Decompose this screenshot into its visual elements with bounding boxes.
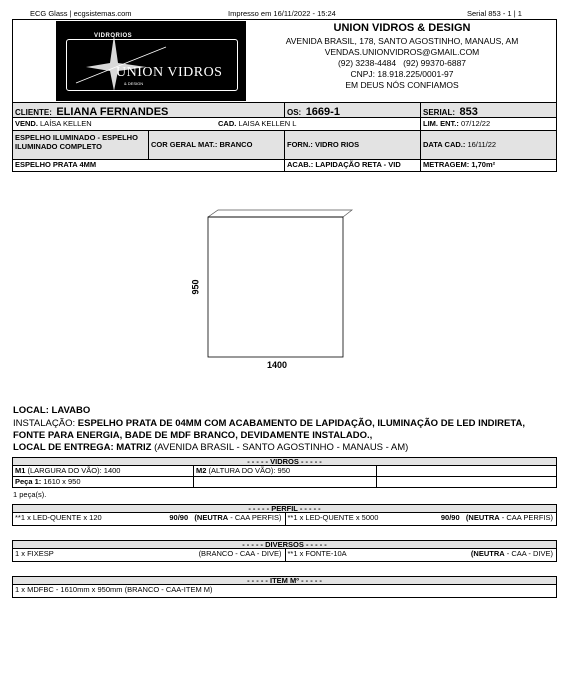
vend-label: VEND. [15, 119, 38, 128]
diversos-left-color: (BRANCO - CAA - DIVE) [198, 549, 282, 558]
header-row-produto [12, 131, 557, 160]
perfil-section-header: - - - - - PERFIL - - - - - [12, 504, 557, 513]
vidros-section-header: - - - - - VIDROS - - - - - [12, 457, 557, 466]
produto-cell: ESPELHO ILUMINADO - ESPELHO ILUMINADO COMPLETO [15, 133, 138, 151]
perfil-right-angle: 90/90 [440, 513, 460, 522]
top-bar-printed: Impresso em 16/11/2022 - 15:24 [228, 9, 336, 18]
m2-value: (ALTURA DO VÃO): 950 [208, 466, 291, 475]
acab-label: ACAB.: [287, 160, 314, 169]
cor-label: COR GERAL MAT.: [151, 140, 218, 149]
cor-cell [148, 131, 284, 159]
vidros-peca-row [12, 477, 557, 488]
lim-value: 07/12/22 [460, 119, 491, 128]
perfil-right-color-rest: - CAA PERFIS) [499, 513, 553, 522]
diversos-left-cell [13, 549, 285, 561]
company-email: VENDAS.UNIONVIDROS@GMAIL.COM [324, 47, 480, 57]
cliente-value: ELIANA FERNANDES [56, 106, 169, 117]
peca-value: 1610 x 950 [43, 477, 81, 486]
company-info [249, 20, 555, 90]
drawing-width-label: 1400 [267, 360, 288, 370]
data-cad-cell [420, 131, 556, 159]
top-bar-serial: Serial 853 - 1 | 1 [467, 9, 522, 18]
data-cad-label: DATA CAD.: [423, 140, 466, 149]
data-cad-value: 16/11/22 [467, 140, 497, 149]
forn-label: FORN.: [287, 140, 313, 149]
company-name: UNION VIDROS & DESIGN [333, 22, 471, 34]
m1-value: (LARGURA DO VÃO): 1400 [27, 466, 121, 475]
forn-value: VIDRO RIOS [314, 140, 360, 149]
drawing-glass-panel [208, 217, 343, 357]
company-header [12, 19, 557, 103]
header-row-material [12, 159, 557, 172]
diversos-right-cell [285, 549, 557, 561]
drawing-height-label: 950 [190, 279, 201, 295]
cad-label: CAD. [218, 119, 237, 128]
drawing-top-edge [208, 210, 352, 217]
vidros-empty-cell [376, 466, 557, 476]
instalacao-text2: FONTE PARA ENERGIA, BADE DE MDF BRANCO, DEVIDAMENTE INSTALADO., [13, 430, 373, 441]
item-m-row: 1 x MDFBC - 1610mm x 950mm (BRANCO - CAA-ITEM M) [12, 585, 557, 598]
company-motto: EM DEUS NÓS CONFIAMOS [345, 80, 459, 90]
logo-main-text: UNION VIDROS [116, 65, 223, 80]
perfil-right-cell [285, 513, 557, 525]
acab-cell [284, 159, 421, 171]
os-label: OS: [287, 108, 302, 117]
logo-star-icon [56, 21, 246, 101]
os-cell [284, 103, 421, 117]
local-line: LOCAL: LAVABO [13, 405, 91, 416]
company-phones: (92) 3238-4484 (92) 99370-6887 [337, 58, 467, 68]
header-row-vend [12, 117, 557, 131]
peca-empty-cell-1 [193, 477, 376, 487]
instalacao-label: INSTALAÇÃO: [13, 418, 76, 429]
diversos-section-header: - - - - - DIVERSOS - - - - - [12, 540, 557, 549]
peca-label: Peça 1: [15, 477, 42, 486]
metragem-cell [420, 159, 556, 171]
cad-cell [218, 117, 418, 130]
material-cell: ESPELHO PRATA 4MM [15, 160, 97, 169]
m1-label: M1 [15, 466, 26, 475]
cliente-cell [15, 103, 285, 117]
perfil-left-color-bold: (NEUTRA [194, 513, 229, 522]
m1-cell [13, 466, 193, 476]
vidros-measure-row [12, 466, 557, 477]
entrega-line [13, 442, 408, 453]
perfil-left-angle: 90/90 [169, 513, 189, 522]
peca-cell [13, 477, 193, 487]
vend-value: LAÍSA KELLEN [40, 119, 92, 128]
perfil-row [12, 513, 557, 526]
item-m-section-header: - - - - - ITEM Mº - - - - - [12, 576, 557, 585]
diversos-left-item: 1 x FIXESP [15, 549, 54, 558]
serial-value: 853 [459, 106, 478, 117]
header-row-cliente [12, 102, 557, 118]
peca-empty-cell-2 [376, 477, 557, 487]
diversos-right-color-rest: - CAA - DIVE) [504, 549, 553, 558]
diversos-right-color-bold: (NEUTRA [470, 549, 505, 558]
metragem-value: 1,70m² [471, 160, 496, 169]
diversos-row [12, 549, 557, 562]
forn-cell [284, 131, 421, 159]
cor-value: BRANCO [219, 140, 253, 149]
os-value: 1669-1 [305, 106, 340, 117]
logo-sub-text: & DESIGN [124, 81, 144, 86]
vend-cell [15, 117, 215, 130]
serial-cell [420, 103, 556, 117]
glass-drawing [190, 205, 370, 380]
instalacao-line [13, 418, 525, 429]
pecas-count: 1 peça(s). [13, 490, 47, 499]
company-logo [56, 21, 246, 101]
instalacao-text: ESPELHO PRATA DE 04MM COM ACABAMENTO DE LAPIDAÇÃO, ILUMINAÇÃO DE LED INDIRETA, [77, 418, 525, 429]
company-address: AVENIDA BRASIL, 178, SANTO AGOSTINHO, MANAUS, AM [285, 36, 519, 46]
diversos-right-item: **1 x FONTE-10A [287, 549, 347, 558]
lim-cell [420, 117, 556, 130]
cad-value: LAISA KELLEN L [238, 119, 297, 128]
entrega-value: (AVENIDA BRASIL - SANTO AGOSTINHO - MANAUS - AM) [154, 442, 409, 453]
perfil-right-item: **1 x LED-QUENTE x 5000 [287, 513, 379, 522]
m2-cell [193, 466, 376, 476]
perfil-left-item: **1 x LED-QUENTE x 120 [15, 513, 102, 522]
perfil-right-color-bold: (NEUTRA [465, 513, 500, 522]
logo-top-text: VIDRORIOS [94, 33, 133, 39]
metragem-label: METRAGEM: [423, 160, 470, 169]
acab-value: LAPIDAÇÃO RETA - VID [315, 160, 401, 169]
perfil-left-cell [13, 513, 285, 525]
perfil-left-color-rest: - CAA PERFIS) [228, 513, 282, 522]
entrega-label: LOCAL DE ENTREGA: MATRIZ [13, 442, 152, 453]
cliente-label: CLIENTE: [15, 108, 52, 117]
lim-label: LIM. ENT.: [423, 119, 459, 128]
m2-label: M2 [196, 466, 207, 475]
top-bar-system: ECG Glass | ecgsistemas.com [30, 9, 132, 18]
serial-label: SERIAL: [423, 108, 455, 117]
company-cnpj: CNPJ: 18.918.225/0001-97 [350, 69, 454, 79]
